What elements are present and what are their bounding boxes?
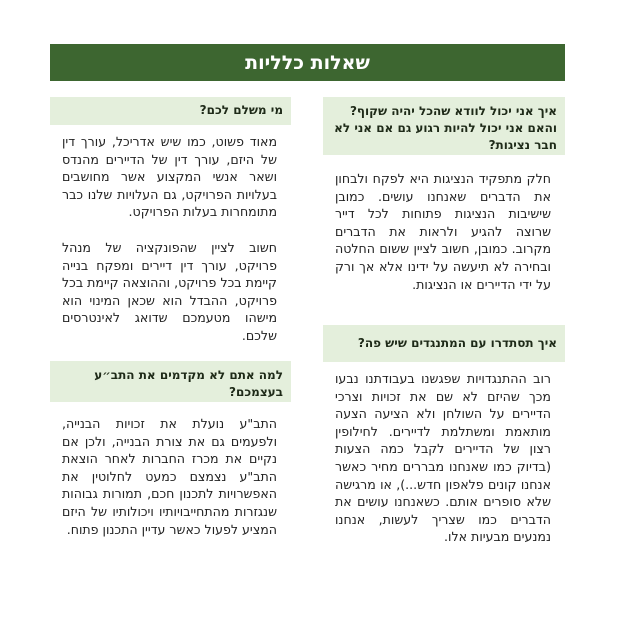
faq-question: איך אני יכול לוודא שהכל יהיה שקוף? והאם אני יכול להיות רגוע גם אם אני לא חבר נציגות? — [323, 97, 565, 155]
faq-answer-paragraph: רוב ההתנגדויות שפגשנו בעבודתנו נבעו מכך שהיזם לא שם את זכויות וצרכי הדיירים על השולחן ולא הציעה הצעה מותאמת ומשתלמת לדיירים. לחילופין רצון של הדיירים לקבל כמה הצעות (בדיוק כמו שאנחנו מבררים מחיר כאשר אנחנו קונים פלאפון חדש...), או מרגישה שלא סופרים אותם. כשאנחנו עושים את הדברים כמו שצריך לעשות, אנחנו נמנעים מבעיות אלו. — [335, 371, 551, 545]
faq-answer — [50, 133, 291, 345]
faq-answer-paragraph: חלק מתפקיד הנציגות היא לפקח ולבחון את הדברים שאנחנו עושים. כמובן שישיבות הנציגות פתוחות לכל דייר שרוצה להגיע ולראות את הדברים מקרוב. כמובן, חשוב לציין ששום החלטה ובחירה לא תיעשה על ידינו אלא אך ורק על ידי הדיירים או הנציגות. — [335, 171, 551, 292]
page-title: שאלות כלליות — [50, 44, 565, 81]
faq-answer-paragraph: התב"ע נועלת את זכויות הבנייה, ולפעמים גם את צורת הבנייה, ולכן אם נקיים את מכרז החברות לאחר הוצאת התב"ע נצמצם כמעט לחלוטין את האפשרויות לתכנון חכם, תמורות גבוהות שנגזרות מהתחייבויותיו ויכולותיו של היזם המציע לפעול כאשר עדיין התכנון פתוח. — [62, 416, 277, 537]
faq-answer — [50, 415, 291, 538]
faq-question: למה אתם לא מקדמים את התב״ע בעצמכם? — [50, 361, 291, 402]
faq-answer — [323, 370, 565, 546]
faq-column-left — [50, 97, 291, 537]
faq-question: איך תסתדרו עם המתנגדים שיש פה? — [323, 325, 565, 362]
faq-column-right — [323, 97, 565, 545]
faq-answer-paragraph: מאוד פשוט, כמו שיש אדריכל, עורך דין של היזם, עורך דין של הדיירים מהנדס ושאר אנשי המקצוע אשר מחושבים בעלויות הפרויקט, גם העלויות שלנו כבר מתומחרות בעלות הפרויקט. — [62, 134, 277, 220]
faq-answer — [323, 170, 565, 293]
faq-answer-paragraph: חשוב לציין שהפונקציה של מנהל פרויקט, עורך דין דיירים ומפקח בנייה קיימת בכל פרויקט, וההוצאה קיימת בכל פרויקט, ההבדל הוא שכאן המינוי הוא מישהו מטעמכם שדואג לאינטרסים שלכם. — [62, 239, 277, 343]
faq-question: מי משלם לכם? — [50, 97, 291, 125]
